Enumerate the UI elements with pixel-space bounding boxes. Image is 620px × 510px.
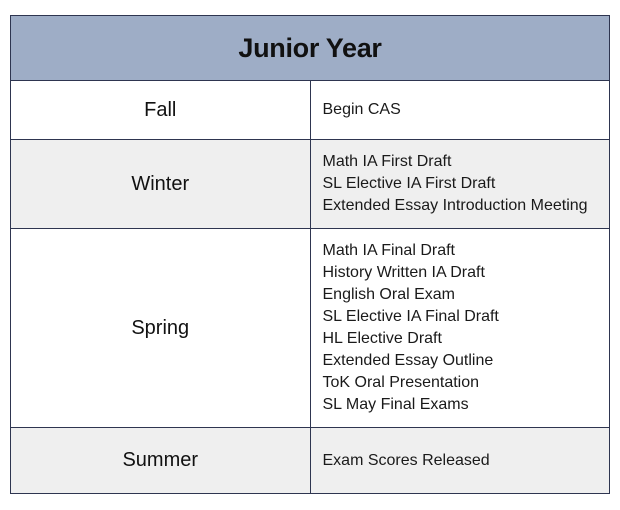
season-items-cell [310, 229, 610, 428]
list-item: Math IA Final Draft [322, 242, 455, 259]
table-title: Junior Year [11, 16, 610, 81]
list-item: Extended Essay Introduction Meeting [322, 197, 588, 214]
table-header-row [11, 16, 610, 81]
list-item: English Oral Exam [322, 286, 455, 303]
table-row-spring [11, 229, 610, 428]
season-label: Spring [11, 229, 311, 428]
list-item: ToK Oral Presentation [322, 374, 480, 391]
list-item: Exam Scores Released [322, 451, 490, 469]
season-items-list [323, 450, 610, 472]
season-items-list [323, 240, 610, 416]
season-items-cell [310, 81, 610, 140]
season-label: Summer [11, 428, 311, 494]
season-items-list [323, 99, 610, 121]
list-item: Begin CAS [322, 101, 401, 118]
list-item: SL Elective IA First Draft [322, 175, 496, 192]
list-item: Math IA First Draft [322, 153, 452, 170]
table-row-winter [11, 140, 610, 229]
table-row-fall [11, 81, 610, 140]
list-item: SL May Final Exams [322, 396, 469, 413]
season-label: Fall [11, 81, 311, 140]
list-item: Extended Essay Outline [322, 352, 494, 369]
season-items-list [323, 151, 610, 217]
junior-year-schedule-table [10, 15, 610, 494]
season-items-cell [310, 140, 610, 229]
list-item: HL Elective Draft [322, 330, 442, 347]
season-label: Winter [11, 140, 311, 229]
table-row-summer [11, 428, 610, 494]
list-item: History Written IA Draft [322, 264, 485, 281]
season-items-cell [310, 428, 610, 494]
list-item: SL Elective IA Final Draft [322, 308, 499, 325]
